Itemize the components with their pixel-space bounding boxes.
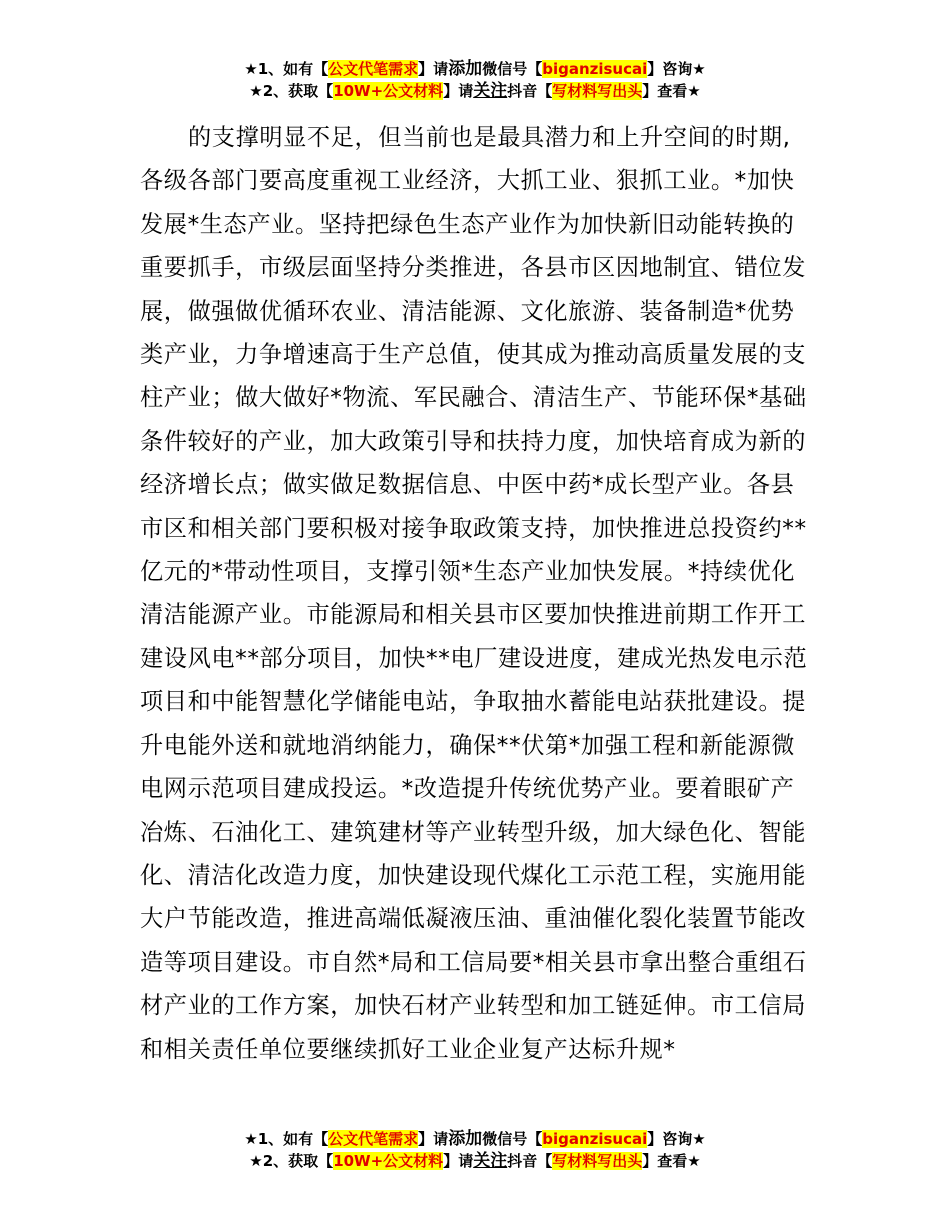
- body-paragraph: 的支撑明显不足，但当前也是最具潜力和上升空间的时期,各级各部门要高度重视工业经济，大抓工业、狠抓工业。*加快发展*生态产业。坚持把绿色生态产业作为加快新旧动能转换的重要抓手，市级层面坚持分类推进，各县市区因地制宜、错位发展，做强做优循环农业、清洁能源、文化旅游、装备制造*优势类产业，力争增速高于生产总值，使其成为推动高质量发展的支柱产业；做大做好*物流、军民融合、清洁生产、节能环保*基础条件较好的产业，加大政策引导和扶持力度，加快培育成为新的经济增长点；做实做足数据信息、中医中药*成长型产业。各县市区和相关部门要积极对接争取政策支持，加快推进总投资约**亿元的*带动性项目，支撑引领*生态产业加快发展。*持续优化清洁能源产业。市能源局和相关县市区要加快推进前期工作开工建设风电**部分项目，加快**电厂建设进度，建成光热发电示范项目和中能智慧化学储能电站，争取抽水蓄能电站获批建设。提升电能外送和就地消纳能力，确保**伏第*加强工程和新能源微电网示范项目建成投运。*改造提升传统优势产业。要着眼矿产冶炼、石油化工、建筑建材等产业转型升级，加大绿色化、智能化、清洁化改造力度，加快建设现代煤化工示范工程，实施用能大户节能改造，推进高端低凝液压油、重油催化裂化装置节能改造等项目建设。市自然*局和工信局要*相关县市拿出整合重组石材产业的工作方案，加快石材产业转型和加工链延伸。市工信局和相关责任单位要继续抓好工业企业复产达标升规*: [140, 124, 808, 1063]
- star-icon: ★: [249, 1152, 263, 1170]
- highlight-materials: 10W+公文材料: [333, 82, 444, 100]
- star-icon: ★: [687, 82, 701, 100]
- banner-line-1: ★1、如有【公文代笔需求】请添加微信号【biganzisucai】咨询★: [244, 1129, 706, 1149]
- star-icon: ★: [687, 1152, 701, 1170]
- document-body: [140, 116, 812, 1071]
- banner-line-1: ★1、如有【公文代笔需求】请添加微信号【biganzisucai】咨询★: [244, 59, 706, 79]
- highlight-wechat-id: biganzisucai: [542, 60, 648, 78]
- highlight-wechat-id: biganzisucai: [542, 1130, 648, 1148]
- star-icon: ★: [244, 1130, 258, 1148]
- footer-banner: [0, 1128, 950, 1172]
- header-banner: [0, 58, 950, 102]
- highlight-service: 公文代笔需求: [328, 1130, 419, 1148]
- highlight-douyin-account: 写材料写出头: [552, 82, 643, 100]
- highlight-materials: 10W+公文材料: [333, 1152, 444, 1170]
- star-icon: ★: [692, 1130, 706, 1148]
- highlight-service: 公文代笔需求: [328, 60, 419, 78]
- banner-line-2: ★2、获取【10W+公文材料】请关注抖音【写材料写出头】查看★: [249, 1151, 701, 1171]
- highlight-douyin-account: 写材料写出头: [552, 1152, 643, 1170]
- star-icon: ★: [692, 60, 706, 78]
- star-icon: ★: [244, 60, 258, 78]
- star-icon: ★: [249, 82, 263, 100]
- banner-line-2: ★2、获取【10W+公文材料】请关注抖音【写材料写出头】查看★: [249, 81, 701, 101]
